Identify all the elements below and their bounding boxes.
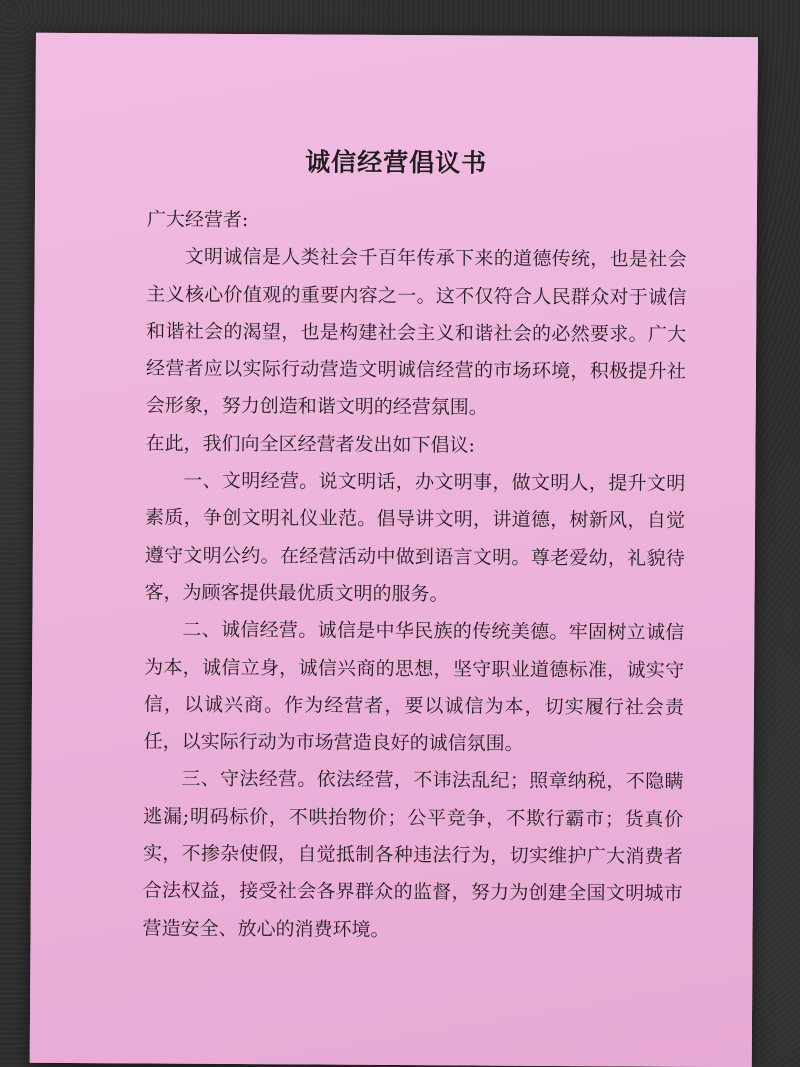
paragraph-lawful-operation: 三、守法经营。依法经营，不讳法乱纪；照章纳税，不隐瞒逃漏;明码标价，不哄抬物价；公平竞争，不欺行霸市；货真价实，不掺杂使假，自觉抵制各种违法行为，切实维护广大消费者合法权益，接受社会各界群众的监督，努力为创建全国文明城市营造安全、放心的消费环境。 — [142, 768, 684, 941]
paragraph-proposal-lead: 在此，我们向全区经营者发出如下倡议: — [145, 432, 475, 457]
salutation: 广大经营者: — [146, 208, 249, 232]
paragraph-honest-operation: 二、诚信经营。诚信是中华民族的传统美德。牢固树立诚信为本，诚信立身，诚信兴商的思想，坚守职业道德标准，诚实守信，以诚兴商。作为经营者，要以诚信为本，切实履行社会责任，以实际行动为市场营造良好的诚信氛围。 — [143, 618, 685, 755]
pink-paper-sheet — [30, 33, 758, 1067]
document-title: 诚信经营倡议书 — [305, 147, 488, 178]
paragraph-intro: 文明诚信是人类社会千百年传承下来的道德传统，也是社会主义核心价值观的重要内容之一。这不仅符合人民群众对于诚信和谐社会的渴望，也是构建社会主义和谐社会的必然要求。广大经营者应以实际行动营造文明诚信经营的市场环境，积极提升社会形象，努力创造和谐文明的经营氛围。 — [145, 246, 687, 420]
paragraph-civilized-operation: 一、文明经营。说文明话，办文明事，做文明人，提升文明素质，争创文明礼仪业范。倡导讲文明，讲道德，树新风，自觉遵守文明公约。在经营活动中做到语言文明。尊老爱幼，礼貌待客，为顾客提供最优质文明的服务。 — [144, 469, 686, 606]
document-body — [142, 201, 687, 950]
